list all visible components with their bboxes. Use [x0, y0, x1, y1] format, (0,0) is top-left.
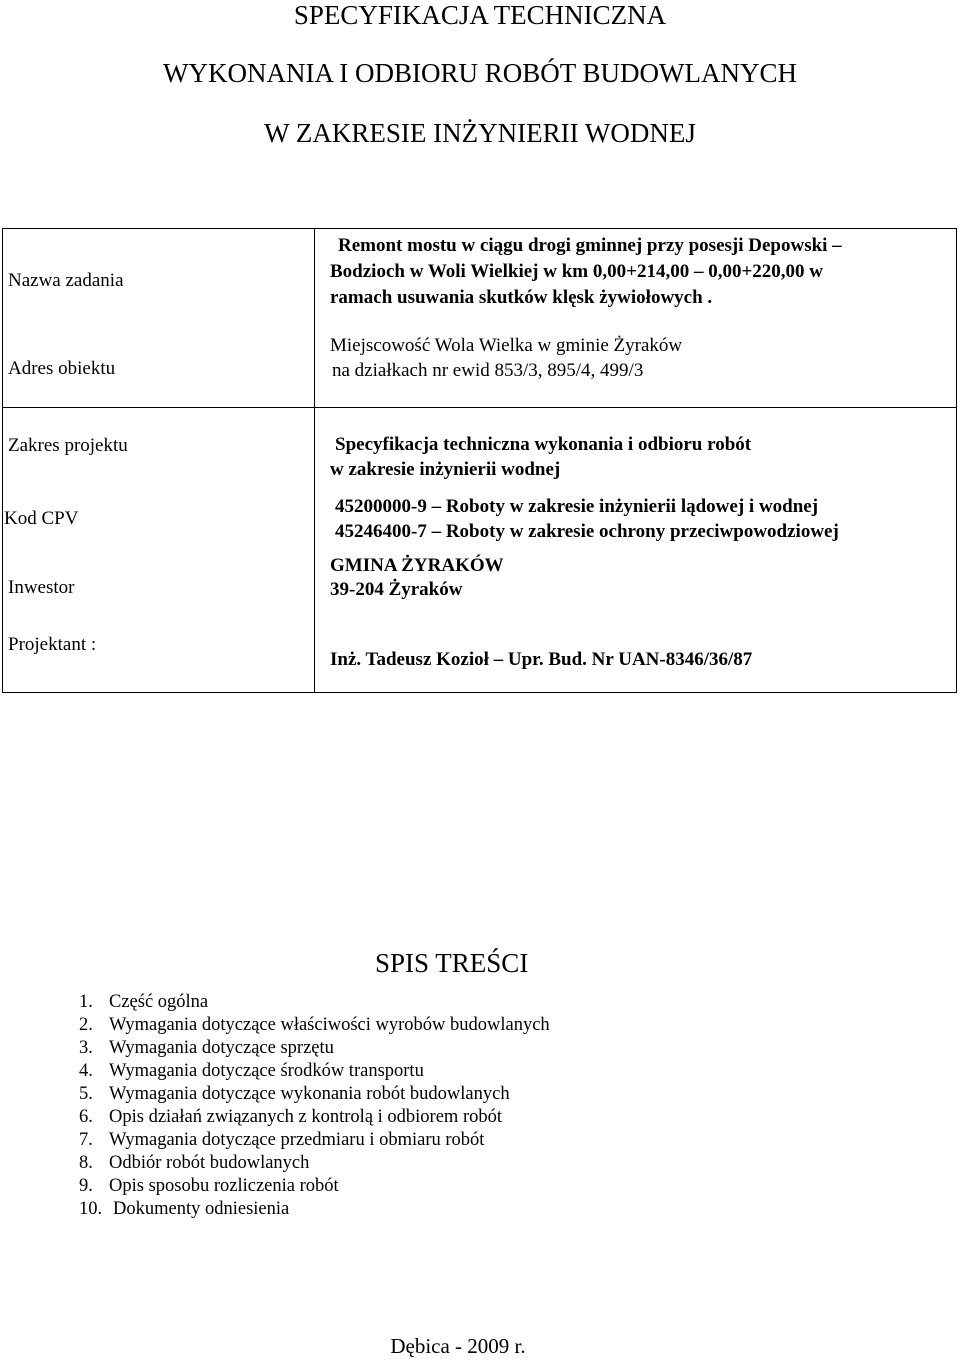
toc-item-number: 7.	[79, 1130, 93, 1150]
toc-item	[79, 1153, 310, 1174]
toc-item	[79, 1199, 290, 1220]
toc-item	[79, 1084, 510, 1105]
toc-item	[79, 1061, 424, 1082]
toc-item-text: Wymagania dotyczące wykonania robót budowlanych	[109, 1084, 510, 1104]
task-name-line-2: Bodzioch w Woli Wielkiej w km 0,00+214,00 – 0,00+220,00 w	[330, 261, 823, 282]
investor-address: 39-204 Żyraków	[330, 579, 463, 600]
cpv-code-label: Kod CPV	[4, 508, 79, 529]
investor-label: Inwestor	[8, 577, 75, 598]
document-title-line-3: W ZAKRESIE INŻYNIERII WODNEJ	[264, 118, 696, 148]
toc-item-text: Opis sposobu rozliczenia robót	[109, 1176, 339, 1196]
toc-item-number: 2.	[79, 1015, 93, 1035]
toc-item	[79, 1107, 502, 1128]
toc-item-number: 1.	[79, 992, 93, 1012]
task-name-line-3: ramach usuwania skutków klęsk żywiołowych .	[330, 287, 713, 308]
toc-item-number: 6.	[79, 1107, 93, 1127]
toc-item-number: 9.	[79, 1176, 93, 1196]
task-name-line-1: Remont mostu w ciągu drogi gminnej przy posesji Depowski –	[338, 235, 842, 256]
site-address-label: Adres obiektu	[8, 358, 116, 379]
toc-item-text: Wymagania dotyczące środków transportu	[109, 1061, 424, 1081]
document-title-line-2: WYKONANIA I ODBIORU ROBÓT BUDOWLANYCH	[163, 58, 797, 88]
project-scope-line-2: w zakresie inżynierii wodnej	[330, 459, 561, 480]
toc-item-text: Opis działań związanych z kontrolą i odbiorem robót	[109, 1107, 502, 1127]
toc-item-text: Odbiór robót budowlanych	[109, 1153, 310, 1173]
toc-item	[79, 992, 209, 1013]
toc-item-text: Wymagania dotyczące przedmiaru i obmiaru robót	[109, 1130, 485, 1150]
task-name-label: Nazwa zadania	[8, 270, 124, 291]
task-info-table-divider	[314, 228, 315, 408]
toc-item	[79, 1015, 550, 1036]
toc-item-number: 10.	[79, 1199, 103, 1219]
site-address-line-2: na działkach nr ewid 853/3, 895/4, 499/3	[332, 360, 644, 381]
investor-name: GMINA ŻYRAKÓW	[330, 555, 504, 576]
designer-label: Projektant :	[8, 634, 97, 655]
project-scope-label: Zakres projektu	[8, 435, 128, 456]
toc-item	[79, 1176, 339, 1197]
place-and-date: Dębica - 2009 r.	[390, 1334, 526, 1358]
toc-item-text: Część ogólna	[109, 992, 209, 1012]
site-address-line-1: Miejscowość Wola Wielka w gminie Żyraków	[330, 335, 683, 356]
toc-item	[79, 1130, 485, 1151]
toc-item-text: Wymagania dotyczące właściwości wyrobów budowlanych	[109, 1015, 550, 1035]
toc-item-text: Wymagania dotyczące sprzętu	[109, 1038, 334, 1058]
cpv-code-line-1: 45200000-9 – Roboty w zakresie inżynierii lądowej i wodnej	[335, 496, 819, 517]
toc-item	[79, 1038, 334, 1059]
toc-item-number: 5.	[79, 1084, 93, 1104]
project-info-table-divider	[314, 407, 315, 693]
cpv-code-line-2: 45246400-7 – Roboty w zakresie ochrony przeciwpowodziowej	[335, 521, 839, 542]
document-title-line-1: SPECYFIKACJA TECHNICZNA	[293, 0, 667, 30]
project-scope-line-1: Specyfikacja techniczna wykonania i odbioru robót	[335, 434, 752, 455]
toc-item-number: 4.	[79, 1061, 93, 1081]
toc-item-number: 3.	[79, 1038, 93, 1058]
toc-item-number: 8.	[79, 1153, 93, 1173]
designer-name: Inż. Tadeusz Kozioł – Upr. Bud. Nr UAN-8346/36/87	[330, 649, 753, 670]
toc-title: SPIS TREŚCI	[375, 948, 529, 978]
toc-item-text: Dokumenty odniesienia	[113, 1199, 290, 1219]
